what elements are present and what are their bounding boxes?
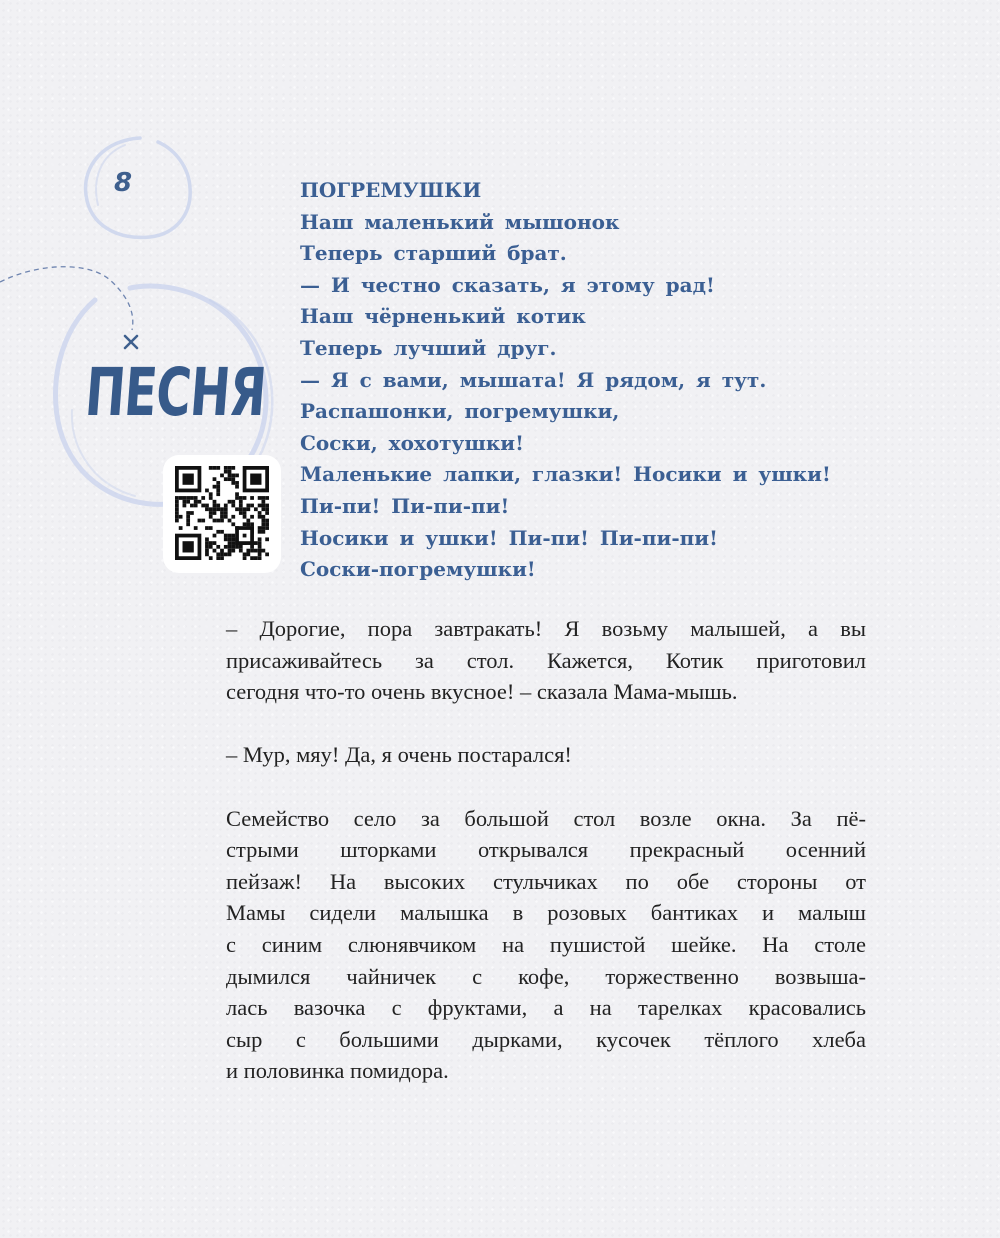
text-line: сегодня что-то очень вкусное! – сказала Мама-мышь. xyxy=(226,679,738,705)
text-line: – Дорогие, пора завтракать! Я возьму малышей, а вы xyxy=(226,616,866,641)
text-line: с синим слюнявчиком на пушистой шейке. На столе xyxy=(226,931,866,957)
paragraph xyxy=(226,613,866,708)
text-line: сыр с большими дырками, кусочек тёплого хлеба xyxy=(226,1026,866,1052)
song-line: Соски, хохотушки! xyxy=(300,430,524,455)
song-line: Маленькие лапки, глазки! Носики и ушки! xyxy=(300,462,831,487)
text-line: Мамы сидели малышка в розовых бантиках и малыш xyxy=(226,900,866,926)
text-line: стрыми шторками открывался прекрасный осенний xyxy=(226,837,866,863)
song-line: Теперь лучший друг. xyxy=(300,335,557,360)
top-circle-stain xyxy=(86,138,191,237)
song-line: Распашонки, погремушки, xyxy=(300,399,620,424)
text-line: Семейство село за большой стол возле окна. За пё- xyxy=(226,805,866,831)
page-number: 8 xyxy=(114,168,133,198)
song-line: Теперь старший брат. xyxy=(300,241,567,266)
text-line: и половинка помидора. xyxy=(226,1058,449,1084)
qr-code[interactable] xyxy=(163,455,281,573)
song-title: ПОГРЕМУШКИ xyxy=(300,178,482,202)
cross-mark xyxy=(125,336,137,348)
text-line: лась вазочка с фруктами, а на тарелках красовались xyxy=(226,995,866,1021)
song-line: Наш маленький мышонок xyxy=(300,209,620,234)
section-title: ПЕСНЯ xyxy=(82,354,269,431)
song-line: Пи-пи! Пи-пи-пи! xyxy=(300,493,510,518)
song-line: Наш чёрненький котик xyxy=(300,304,586,329)
song-block xyxy=(300,175,900,586)
song-line: — И честно сказать, я этому рад! xyxy=(300,272,715,297)
qr-code-image xyxy=(175,466,269,560)
song-line: Соски-погремушки! xyxy=(300,557,536,582)
text-line: пейзаж! На высоких стульчиках по обе стороны от xyxy=(226,868,866,894)
song-line: Носики и ушки! Пи-пи! Пи-пи-пи! xyxy=(300,525,718,550)
text-line: – Мур, мяу! Да, я очень постарался! xyxy=(226,742,572,768)
paragraph xyxy=(226,739,866,771)
paragraph xyxy=(226,803,866,1087)
song-line: — Я с вами, мышата! Я рядом, я тут. xyxy=(300,367,767,392)
dashed-path xyxy=(0,267,133,330)
text-line: присаживайтесь за стол. Кажется, Котик приготовил xyxy=(226,647,866,673)
text-line: дымился чайничек с кофе, торжественно возвыша- xyxy=(226,963,866,989)
story-text xyxy=(226,613,866,1119)
